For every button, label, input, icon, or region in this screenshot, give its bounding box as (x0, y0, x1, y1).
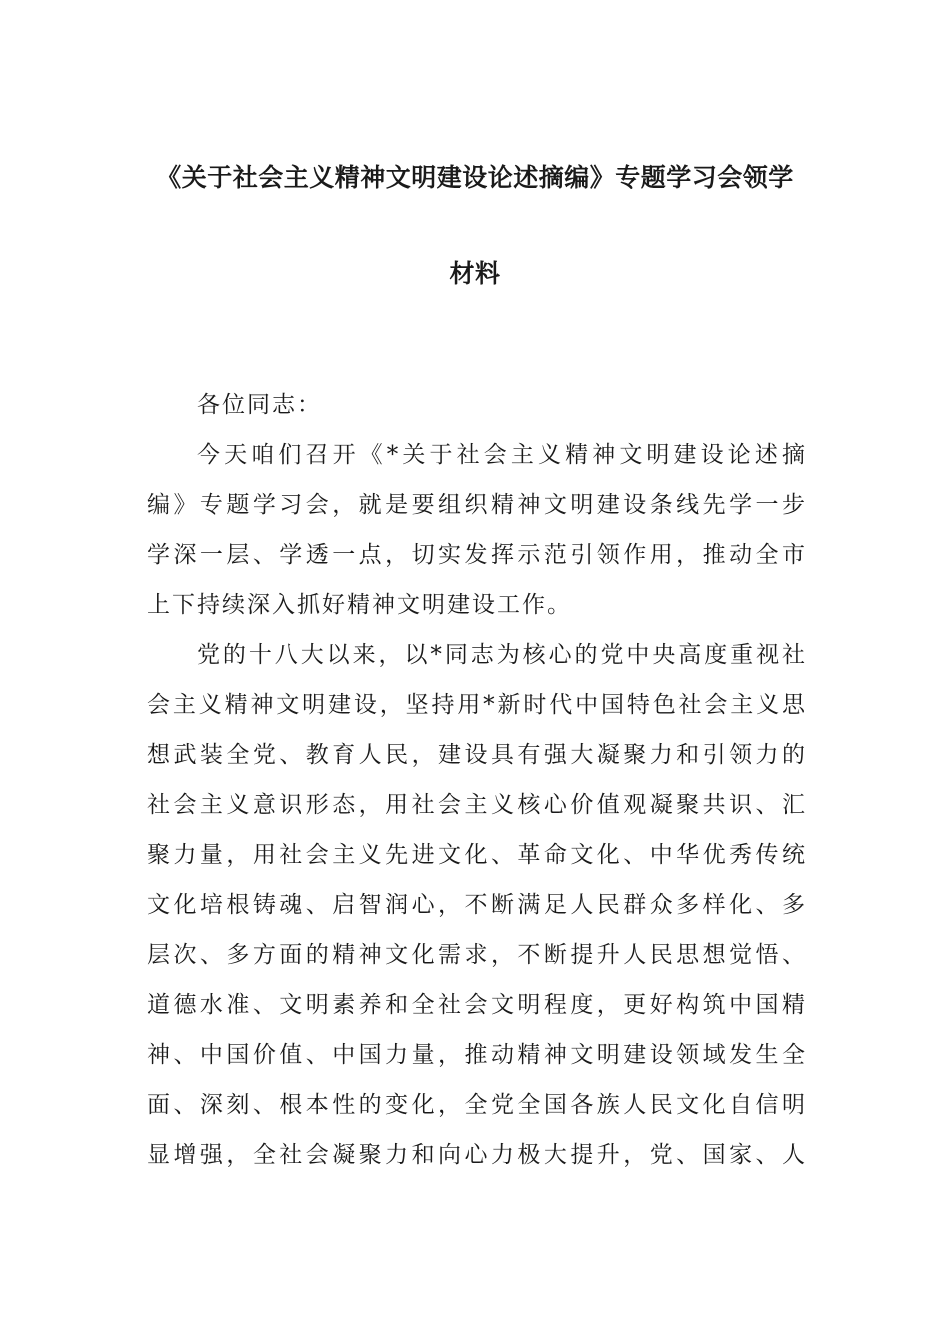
paragraph-line: 学深一层、学透一点，切实发挥示范引领作用，推动全市 (147, 542, 807, 568)
paragraph-line: 面、深刻、根本性的变化，全党全国各族人民文化自信明 (147, 1092, 807, 1118)
paragraph-line: 党的十八大以来，以*同志为核心的党中央高度重视社 (197, 642, 807, 668)
paragraph-line: 显增强，全社会凝聚力和向心力极大提升，党、国家、人 (147, 1142, 807, 1168)
paragraph-line: 编》专题学习会，就是要组织精神文明建设条线先学一步 (147, 492, 807, 518)
paragraph-line: 文化培根铸魂、启智润心，不断满足人民群众多样化、多 (147, 892, 807, 918)
paragraph-2 (147, 630, 807, 1180)
document-title-line-2: 材料 (449, 259, 501, 288)
paragraph-line: 今天咱们召开《*关于社会主义精神文明建设论述摘 (197, 442, 807, 468)
paragraph-line: 道德水准、文明素养和全社会文明程度，更好构筑中国精 (147, 992, 807, 1018)
paragraph-1 (147, 430, 807, 630)
paragraph-line: 会主义精神文明建设，坚持用*新时代中国特色社会主义思 (147, 692, 807, 718)
document-title-line-1: 《关于社会主义精神文明建设论述摘编》专题学习会领学 (156, 163, 794, 192)
paragraph-line: 聚力量，用社会主义先进文化、革命文化、中华优秀传统 (147, 842, 807, 868)
paragraph-line: 社会主义意识形态，用社会主义核心价值观凝聚共识、汇 (147, 792, 807, 818)
greeting: 各位同志： (197, 392, 322, 418)
paragraph-line: 想武装全党、教育人民，建设具有强大凝聚力和引领力的 (147, 742, 807, 768)
document-body (147, 380, 807, 1180)
paragraph-line: 上下持续深入抓好精神文明建设工作。 (147, 592, 572, 618)
paragraph-line: 层次、多方面的精神文化需求，不断提升人民思想觉悟、 (147, 942, 807, 968)
paragraph-line: 神、中国价值、中国力量，推动精神文明建设领域发生全 (147, 1042, 807, 1068)
